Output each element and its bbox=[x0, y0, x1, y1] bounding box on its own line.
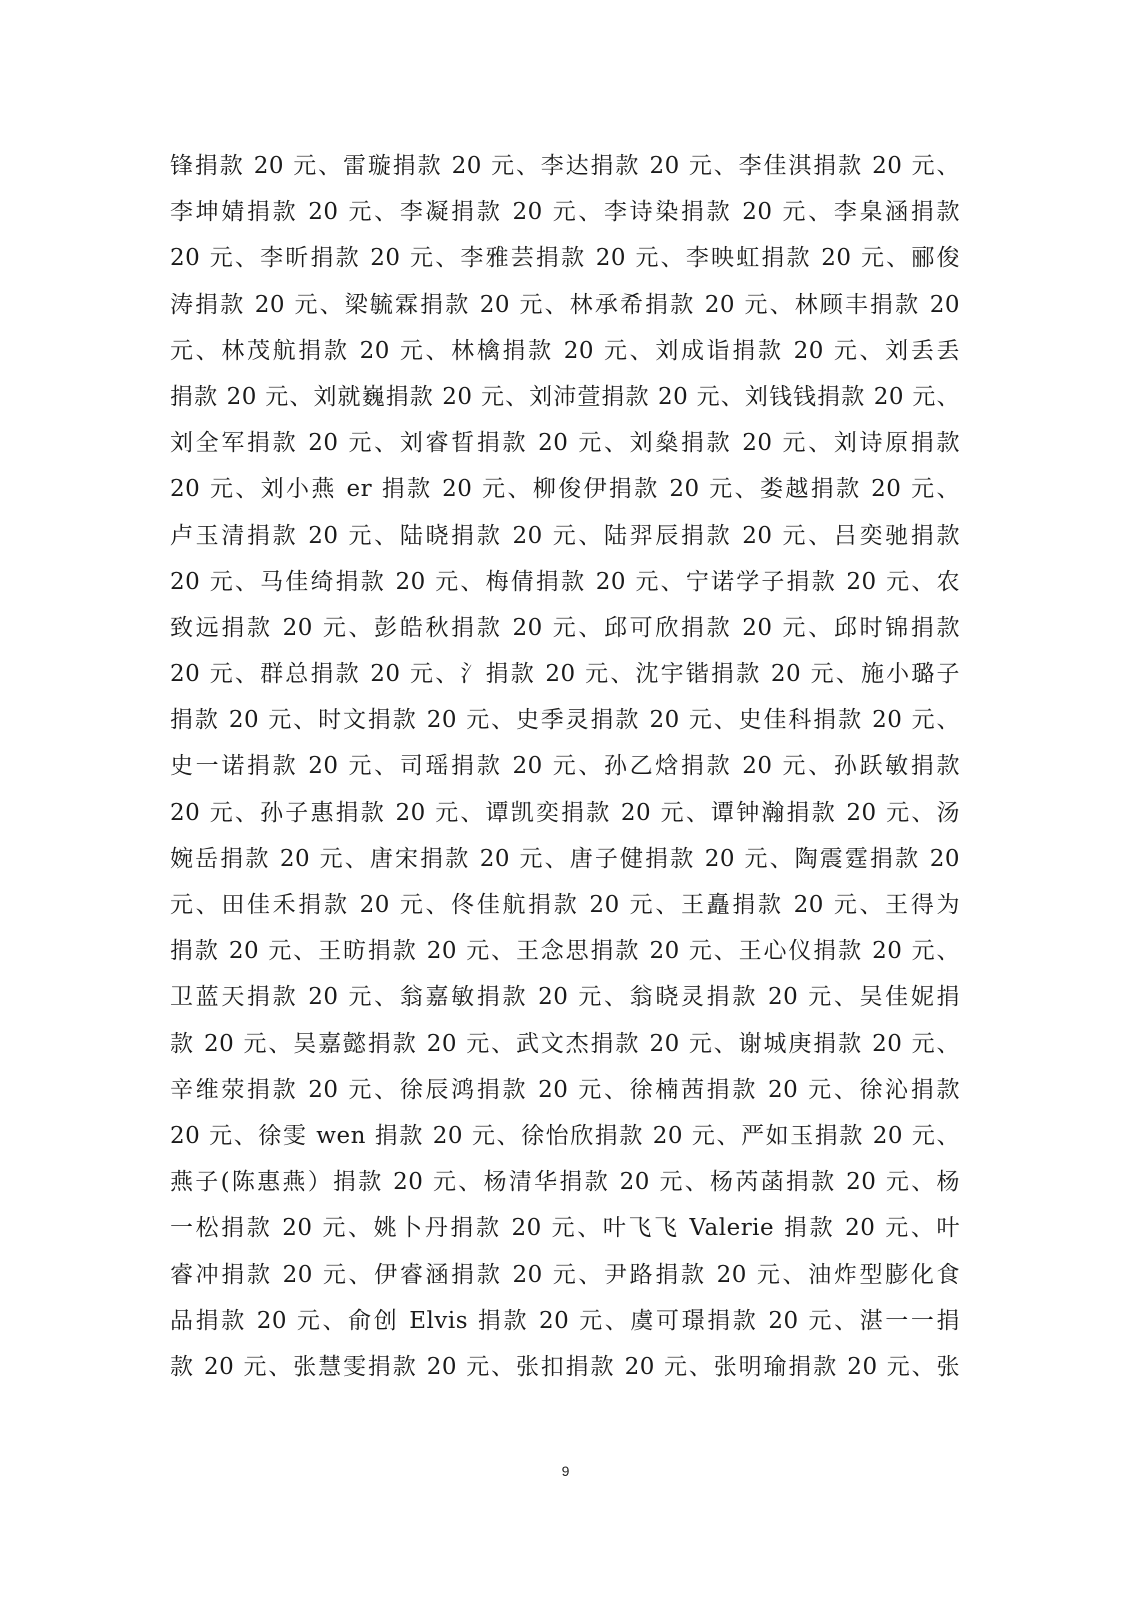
text-line: 20 元、李昕捐款 20 元、李雅芸捐款 20 元、李映虹捐款 20 元、郦俊 bbox=[170, 245, 960, 272]
text-line: 元、田佳禾捐款 20 元、佟佳航捐款 20 元、王矗捐款 20 元、王得为 bbox=[170, 892, 960, 918]
text-line: 20 元、徐雯 wen 捐款 20 元、徐怡欣捐款 20 元、严如玉捐款 20 元、 bbox=[170, 1122, 960, 1149]
text-line: 品捐款 20 元、俞创 Elvis 捐款 20 元、虞可璟捐款 20 元、湛一一捐 bbox=[170, 1307, 960, 1334]
text-line: 锋捐款 20 元、雷璇捐款 20 元、李达捐款 20 元、李佳淇捐款 20 元、 bbox=[170, 153, 960, 179]
text-line: 20 元、群总捐款 20 元、氵捐款 20 元、沈宇锴捐款 20 元、施小璐子 bbox=[170, 661, 960, 688]
text-line: 20 元、马佳绮捐款 20 元、梅倩捐款 20 元、宁诺学子捐款 20 元、农 bbox=[170, 568, 960, 595]
text-line: 致远捐款 20 元、彭皓秋捐款 20 元、邱可欣捐款 20 元、邱时锦捐款 bbox=[170, 614, 960, 641]
text-line: 捐款 20 元、王昉捐款 20 元、王念思捐款 20 元、王心仪捐款 20 元、 bbox=[170, 938, 960, 965]
text-line: 刘全军捐款 20 元、刘睿晢捐款 20 元、刘燊捐款 20 元、刘诗原捐款 bbox=[170, 430, 960, 457]
text-line: 辛维荥捐款 20 元、徐辰鸿捐款 20 元、徐楠茜捐款 20 元、徐沁捐款 bbox=[170, 1076, 960, 1103]
page-number: 9 bbox=[561, 1463, 570, 1479]
text-line: 卢玉清捐款 20 元、陆晓捐款 20 元、陆羿辰捐款 20 元、吕奕驰捐款 bbox=[170, 522, 960, 549]
text-line: 款 20 元、吴嘉懿捐款 20 元、武文杰捐款 20 元、谢城庚捐款 20 元、 bbox=[170, 1030, 960, 1057]
text-line: 史一诺捐款 20 元、司瑶捐款 20 元、孙乙焓捐款 20 元、孙跃敏捐款 bbox=[170, 753, 960, 780]
donor-list-paragraph bbox=[170, 143, 960, 1390]
text-line: 款 20 元、张慧雯捐款 20 元、张扣捐款 20 元、张明瑜捐款 20 元、张 bbox=[170, 1353, 960, 1380]
text-line: 20 元、刘小燕 er 捐款 20 元、柳俊伊捐款 20 元、娄越捐款 20 元、 bbox=[170, 476, 960, 503]
text-line: 涛捐款 20 元、梁毓霖捐款 20 元、林承希捐款 20 元、林顾丰捐款 20 bbox=[170, 291, 960, 318]
text-line: 婉岳捐款 20 元、唐宋捐款 20 元、唐子健捐款 20 元、陶震霆捐款 20 bbox=[170, 845, 960, 872]
text-line: 燕子(陈惠燕）捐款 20 元、杨清华捐款 20 元、杨芮菡捐款 20 元、杨 bbox=[170, 1169, 960, 1196]
text-line: 睿冲捐款 20 元、伊睿涵捐款 20 元、尹路捐款 20 元、油炸型膨化食 bbox=[170, 1261, 960, 1288]
text-line: 元、林茂航捐款 20 元、林檎捐款 20 元、刘成诣捐款 20 元、刘丢丢 bbox=[170, 337, 960, 364]
text-line: 卫蓝天捐款 20 元、翁嘉敏捐款 20 元、翁晓灵捐款 20 元、吴佳妮捐 bbox=[170, 984, 960, 1011]
text-line: 20 元、孙子惠捐款 20 元、谭凯奕捐款 20 元、谭钟瀚捐款 20 元、汤 bbox=[170, 799, 960, 826]
text-line: 捐款 20 元、刘就巍捐款 20 元、刘沛萱捐款 20 元、刘钱钱捐款 20 元、 bbox=[170, 383, 960, 410]
text-line: 一松捐款 20 元、姚卜丹捐款 20 元、叶飞飞 Valerie 捐款 20 元、叶 bbox=[170, 1215, 960, 1242]
text-line: 捐款 20 元、时文捐款 20 元、史季灵捐款 20 元、史佳科捐款 20 元、 bbox=[170, 707, 960, 734]
text-line: 李坤婧捐款 20 元、李凝捐款 20 元、李诗染捐款 20 元、李臬涵捐款 bbox=[170, 199, 960, 226]
